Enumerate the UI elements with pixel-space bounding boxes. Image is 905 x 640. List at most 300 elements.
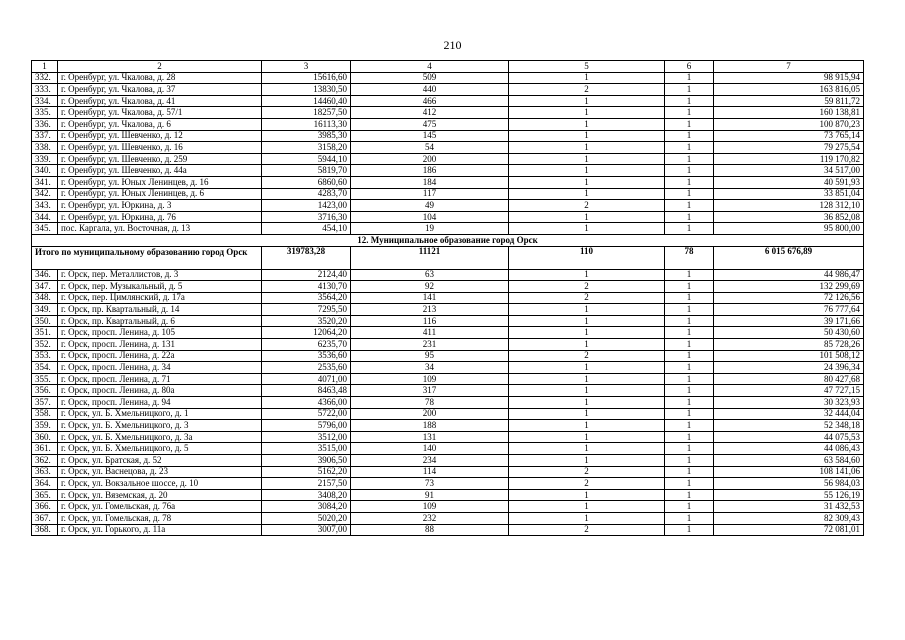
amount-cell: 44 086,43 (714, 443, 864, 455)
total-row (32, 246, 864, 269)
address-cell: г. Орск, ул. Гомельская, д. 76а (58, 501, 262, 513)
col4-cell: 213 (351, 304, 509, 316)
col4-cell: 200 (351, 153, 509, 165)
area-cell: 13830,50 (262, 84, 351, 96)
col5-cell: 1 (509, 385, 665, 397)
col5-cell: 1 (509, 431, 665, 443)
col4-cell: 63 (351, 269, 509, 281)
table-row (32, 350, 864, 362)
table-row (32, 84, 864, 96)
area-cell: 4130,70 (262, 281, 351, 293)
table-row (32, 466, 864, 478)
table-row (32, 165, 864, 177)
table-row (32, 281, 864, 293)
address-cell: г. Оренбург, ул. Чкалова, д. 57/1 (58, 107, 262, 119)
amount-cell: 39 171,66 (714, 315, 864, 327)
col6-cell: 1 (665, 130, 714, 142)
area-cell: 5796,00 (262, 420, 351, 432)
amount-cell: 56 984,03 (714, 478, 864, 490)
amount-cell: 108 141,06 (714, 466, 864, 478)
col4-cell: 104 (351, 211, 509, 223)
col5-cell: 1 (509, 501, 665, 513)
total-col4: 11121 (351, 246, 509, 269)
col6-cell: 1 (665, 84, 714, 96)
column-header: 5 (509, 61, 665, 73)
col5-cell: 1 (509, 339, 665, 351)
area-cell: 5162,20 (262, 466, 351, 478)
col6-cell: 1 (665, 501, 714, 513)
area-cell: 1423,00 (262, 200, 351, 212)
area-cell: 3564,20 (262, 292, 351, 304)
row-number: 357. (32, 397, 58, 409)
col5-cell: 1 (509, 130, 665, 142)
table-row (32, 408, 864, 420)
row-number: 363. (32, 466, 58, 478)
table-row (32, 315, 864, 327)
col5-cell: 1 (509, 153, 665, 165)
col5-cell: 1 (509, 223, 665, 235)
col6-cell: 1 (665, 107, 714, 119)
area-cell: 3512,00 (262, 431, 351, 443)
col6-cell: 1 (665, 420, 714, 432)
amount-cell: 52 348,18 (714, 420, 864, 432)
amount-cell: 100 870,23 (714, 118, 864, 130)
col4-cell: 117 (351, 188, 509, 200)
col4-cell: 509 (351, 72, 509, 84)
address-cell: г. Орск, ул. Братская, д. 52 (58, 455, 262, 467)
area-cell: 4366,00 (262, 397, 351, 409)
col4-cell: 114 (351, 466, 509, 478)
col5-cell: 1 (509, 420, 665, 432)
table-row (32, 269, 864, 281)
amount-cell: 95 800,00 (714, 223, 864, 235)
amount-cell: 163 816,05 (714, 84, 864, 96)
column-header: 6 (665, 61, 714, 73)
area-cell: 5722,00 (262, 408, 351, 420)
col4-cell: 186 (351, 165, 509, 177)
table-row (32, 292, 864, 304)
col4-cell: 109 (351, 501, 509, 513)
amount-cell: 50 430,60 (714, 327, 864, 339)
area-cell: 5819,70 (262, 165, 351, 177)
table-row (32, 420, 864, 432)
amount-cell: 44 075,53 (714, 431, 864, 443)
address-cell: г. Орск, ул. Б. Хмельницкого, д. 3 (58, 420, 262, 432)
area-cell: 3515,00 (262, 443, 351, 455)
area-cell: 14460,40 (262, 95, 351, 107)
table-row (32, 304, 864, 316)
col4-cell: 34 (351, 362, 509, 374)
total-col6: 78 (665, 246, 714, 269)
col6-cell: 1 (665, 200, 714, 212)
amount-cell: 76 777,64 (714, 304, 864, 316)
row-number: 362. (32, 455, 58, 467)
address-cell: г. Оренбург, ул. Юркина, д. 3 (58, 200, 262, 212)
table-row (32, 489, 864, 501)
col4-cell: 466 (351, 95, 509, 107)
row-number: 334. (32, 95, 58, 107)
col6-cell: 1 (665, 339, 714, 351)
row-number: 359. (32, 420, 58, 432)
col5-cell: 2 (509, 350, 665, 362)
col6-cell: 1 (665, 489, 714, 501)
amount-cell: 59 811,72 (714, 95, 864, 107)
col5-cell: 2 (509, 292, 665, 304)
section-block (32, 234, 864, 269)
col5-cell: 2 (509, 84, 665, 96)
row-number: 344. (32, 211, 58, 223)
col5-cell: 1 (509, 362, 665, 374)
amount-cell: 72 126,56 (714, 292, 864, 304)
col4-cell: 19 (351, 223, 509, 235)
row-number: 339. (32, 153, 58, 165)
col4-cell: 78 (351, 397, 509, 409)
column-header: 2 (58, 61, 262, 73)
area-cell: 2157,50 (262, 478, 351, 490)
col6-cell: 1 (665, 385, 714, 397)
address-cell: г. Орск, ул. Б. Хмельницкого, д. 3а (58, 431, 262, 443)
address-cell: г. Оренбург, ул. Чкалова, д. 28 (58, 72, 262, 84)
row-number: 342. (32, 188, 58, 200)
address-cell: г. Оренбург, ул. Чкалова, д. 37 (58, 84, 262, 96)
area-cell: 6235,70 (262, 339, 351, 351)
col6-cell: 1 (665, 72, 714, 84)
amount-cell: 73 765,14 (714, 130, 864, 142)
section-title: 12. Муниципальное образование город Орск (32, 234, 864, 246)
area-cell: 16113,30 (262, 118, 351, 130)
col4-cell: 140 (351, 443, 509, 455)
row-number: 333. (32, 84, 58, 96)
address-cell: г. Орск, ул. Вокзальное шоссе, д. 10 (58, 478, 262, 490)
row-number: 348. (32, 292, 58, 304)
address-cell: г. Оренбург, ул. Шевченко, д. 44а (58, 165, 262, 177)
amount-cell: 80 427,68 (714, 373, 864, 385)
amount-cell: 31 432,53 (714, 501, 864, 513)
row-number: 353. (32, 350, 58, 362)
col6-cell: 1 (665, 431, 714, 443)
col6-cell: 1 (665, 350, 714, 362)
col4-cell: 232 (351, 512, 509, 524)
column-header: 7 (714, 61, 864, 73)
table-row (32, 443, 864, 455)
area-cell: 4283,70 (262, 188, 351, 200)
table-row (32, 72, 864, 84)
col5-cell: 1 (509, 455, 665, 467)
area-cell: 3716,30 (262, 211, 351, 223)
col5-cell: 2 (509, 524, 665, 536)
col5-cell: 2 (509, 478, 665, 490)
amount-cell: 24 396,34 (714, 362, 864, 374)
address-cell: г. Орск, пр. Квартальный, д. 14 (58, 304, 262, 316)
total-label: Итого по муниципальному образованию город Орск (32, 246, 262, 269)
total-amount: 6 015 676,89 (714, 246, 864, 269)
amount-cell: 79 275,54 (714, 142, 864, 154)
amount-cell: 63 584,60 (714, 455, 864, 467)
table-row (32, 455, 864, 467)
col4-cell: 317 (351, 385, 509, 397)
row-number: 364. (32, 478, 58, 490)
col4-cell: 200 (351, 408, 509, 420)
amount-cell: 85 728,26 (714, 339, 864, 351)
amount-cell: 132 299,69 (714, 281, 864, 293)
address-cell: г. Орск, пер. Металлистов, д. 3 (58, 269, 262, 281)
table-row (32, 211, 864, 223)
row-number: 337. (32, 130, 58, 142)
section-header-row (32, 234, 864, 246)
row-number: 351. (32, 327, 58, 339)
col4-cell: 440 (351, 84, 509, 96)
col4-cell: 109 (351, 373, 509, 385)
amount-cell: 40 591,93 (714, 176, 864, 188)
area-cell: 4071,00 (262, 373, 351, 385)
row-number: 335. (32, 107, 58, 119)
row-number: 345. (32, 223, 58, 235)
address-cell: г. Орск, просп. Ленина, д. 105 (58, 327, 262, 339)
col5-cell: 1 (509, 512, 665, 524)
address-cell: г. Орск, просп. Ленина, д. 94 (58, 397, 262, 409)
col5-cell: 1 (509, 373, 665, 385)
row-number: 358. (32, 408, 58, 420)
row-number: 356. (32, 385, 58, 397)
address-cell: г. Орск, ул. Б. Хмельницкого, д. 1 (58, 408, 262, 420)
area-cell: 3084,20 (262, 501, 351, 513)
table-row (32, 373, 864, 385)
address-cell: г. Оренбург, ул. Юных Ленинцев, д. 16 (58, 176, 262, 188)
table-row (32, 200, 864, 212)
col6-cell: 1 (665, 211, 714, 223)
col4-cell: 188 (351, 420, 509, 432)
address-cell: г. Орск, ул. Б. Хмельницкого, д. 5 (58, 443, 262, 455)
col4-cell: 145 (351, 130, 509, 142)
row-number: 332. (32, 72, 58, 84)
area-cell: 12064,20 (262, 327, 351, 339)
amount-cell: 119 170,82 (714, 153, 864, 165)
col5-cell: 2 (509, 200, 665, 212)
area-cell: 3408,20 (262, 489, 351, 501)
col5-cell: 1 (509, 397, 665, 409)
address-cell: пос. Каргала, ул. Восточная, д. 13 (58, 223, 262, 235)
col4-cell: 231 (351, 339, 509, 351)
address-cell: г. Оренбург, ул. Шевченко, д. 12 (58, 130, 262, 142)
table-row (32, 327, 864, 339)
table-row (32, 478, 864, 490)
row-number: 350. (32, 315, 58, 327)
row-number: 368. (32, 524, 58, 536)
total-area: 319783,28 (262, 246, 351, 269)
table-row (32, 501, 864, 513)
total-col5: 110 (509, 246, 665, 269)
area-cell: 5020,20 (262, 512, 351, 524)
row-number: 366. (32, 501, 58, 513)
page-number: 210 (443, 38, 462, 52)
amount-cell: 128 312,10 (714, 200, 864, 212)
col6-cell: 1 (665, 292, 714, 304)
address-cell: г. Оренбург, ул. Шевченко, д. 259 (58, 153, 262, 165)
amount-cell: 44 986,47 (714, 269, 864, 281)
row-number: 354. (32, 362, 58, 374)
table-row (32, 130, 864, 142)
address-cell: г. Оренбург, ул. Шевченко, д. 16 (58, 142, 262, 154)
row-number: 365. (32, 489, 58, 501)
col4-cell: 412 (351, 107, 509, 119)
area-cell: 18257,50 (262, 107, 351, 119)
col6-cell: 1 (665, 397, 714, 409)
address-cell: г. Орск, просп. Ленина, д. 71 (58, 373, 262, 385)
area-cell: 3158,20 (262, 142, 351, 154)
col6-cell: 1 (665, 327, 714, 339)
area-cell: 2535,60 (262, 362, 351, 374)
table-row (32, 188, 864, 200)
col6-cell: 1 (665, 315, 714, 327)
col6-cell: 1 (665, 281, 714, 293)
col5-cell: 1 (509, 95, 665, 107)
table-row (32, 339, 864, 351)
row-number: 340. (32, 165, 58, 177)
table-row (32, 524, 864, 536)
col4-cell: 91 (351, 489, 509, 501)
col6-cell: 1 (665, 223, 714, 235)
table-row (32, 512, 864, 524)
table-row (32, 385, 864, 397)
col6-cell: 1 (665, 304, 714, 316)
amount-cell: 47 727,15 (714, 385, 864, 397)
col5-cell: 1 (509, 315, 665, 327)
registry-table (31, 60, 864, 536)
col4-cell: 73 (351, 478, 509, 490)
row-number: 352. (32, 339, 58, 351)
address-cell: г. Орск, просп. Ленина, д. 80а (58, 385, 262, 397)
col6-cell: 1 (665, 118, 714, 130)
table-row (32, 362, 864, 374)
address-cell: г. Орск, ул. Вяземская, д. 20 (58, 489, 262, 501)
row-number: 355. (32, 373, 58, 385)
col6-cell: 1 (665, 478, 714, 490)
address-cell: г. Орск, просп. Ленина, д. 22а (58, 350, 262, 362)
registry-body-bottom (32, 269, 864, 536)
address-cell: г. Орск, просп. Ленина, д. 34 (58, 362, 262, 374)
col4-cell: 411 (351, 327, 509, 339)
address-cell: г. Орск, пр. Квартальный, д. 6 (58, 315, 262, 327)
col6-cell: 1 (665, 362, 714, 374)
column-header: 4 (351, 61, 509, 73)
col6-cell: 1 (665, 153, 714, 165)
amount-cell: 82 309,43 (714, 512, 864, 524)
row-number: 338. (32, 142, 58, 154)
row-number: 341. (32, 176, 58, 188)
amount-cell: 36 852,08 (714, 211, 864, 223)
column-header-row (32, 61, 864, 73)
table-row (32, 431, 864, 443)
col6-cell: 1 (665, 443, 714, 455)
address-cell: г. Оренбург, ул. Чкалова, д. 41 (58, 95, 262, 107)
row-number: 343. (32, 200, 58, 212)
amount-cell: 101 508,12 (714, 350, 864, 362)
col6-cell: 1 (665, 466, 714, 478)
col4-cell: 95 (351, 350, 509, 362)
col4-cell: 475 (351, 118, 509, 130)
col5-cell: 1 (509, 211, 665, 223)
address-cell: г. Оренбург, ул. Чкалова, д. 6 (58, 118, 262, 130)
column-header: 1 (32, 61, 58, 73)
area-cell: 3536,60 (262, 350, 351, 362)
col5-cell: 1 (509, 176, 665, 188)
amount-cell: 30 323,93 (714, 397, 864, 409)
col4-cell: 234 (351, 455, 509, 467)
col4-cell: 92 (351, 281, 509, 293)
area-cell: 3007,00 (262, 524, 351, 536)
row-number: 367. (32, 512, 58, 524)
table-row (32, 95, 864, 107)
col5-cell: 2 (509, 466, 665, 478)
area-cell: 5944,10 (262, 153, 351, 165)
area-cell: 454,10 (262, 223, 351, 235)
col4-cell: 49 (351, 200, 509, 212)
table-row (32, 118, 864, 130)
address-cell: г. Орск, ул. Васнецова, д. 23 (58, 466, 262, 478)
col6-cell: 1 (665, 512, 714, 524)
row-number: 346. (32, 269, 58, 281)
col4-cell: 116 (351, 315, 509, 327)
col5-cell: 1 (509, 489, 665, 501)
address-cell: г. Орск, ул. Гомельская, д. 78 (58, 512, 262, 524)
col5-cell: 1 (509, 118, 665, 130)
address-cell: г. Орск, пер. Цимлянский, д. 17а (58, 292, 262, 304)
address-cell: г. Орск, пер. Музыкальный, д. 5 (58, 281, 262, 293)
address-cell: г. Оренбург, ул. Юных Ленинцев, д. 6 (58, 188, 262, 200)
area-cell: 2124,40 (262, 269, 351, 281)
col6-cell: 1 (665, 188, 714, 200)
col6-cell: 1 (665, 524, 714, 536)
column-header: 3 (262, 61, 351, 73)
amount-cell: 33 851,04 (714, 188, 864, 200)
address-cell: г. Орск, ул. Горького, д. 11а (58, 524, 262, 536)
table-row (32, 223, 864, 235)
col6-cell: 1 (665, 176, 714, 188)
row-number: 349. (32, 304, 58, 316)
col5-cell: 1 (509, 165, 665, 177)
table-row (32, 397, 864, 409)
table-row (32, 153, 864, 165)
col5-cell: 1 (509, 443, 665, 455)
area-cell: 6860,60 (262, 176, 351, 188)
col5-cell: 1 (509, 142, 665, 154)
amount-cell: 98 915,94 (714, 72, 864, 84)
col5-cell: 1 (509, 327, 665, 339)
col5-cell: 1 (509, 72, 665, 84)
address-cell: г. Оренбург, ул. Юркина, д. 76 (58, 211, 262, 223)
col6-cell: 1 (665, 269, 714, 281)
area-cell: 3906,50 (262, 455, 351, 467)
col6-cell: 1 (665, 455, 714, 467)
col6-cell: 1 (665, 408, 714, 420)
amount-cell: 160 138,81 (714, 107, 864, 119)
registry-body-top (32, 61, 864, 235)
col6-cell: 1 (665, 142, 714, 154)
row-number: 361. (32, 443, 58, 455)
col5-cell: 2 (509, 281, 665, 293)
row-number: 336. (32, 118, 58, 130)
amount-cell: 34 517,00 (714, 165, 864, 177)
table-row (32, 142, 864, 154)
table-row (32, 107, 864, 119)
col4-cell: 141 (351, 292, 509, 304)
col5-cell: 1 (509, 408, 665, 420)
area-cell: 3985,30 (262, 130, 351, 142)
col5-cell: 1 (509, 188, 665, 200)
col4-cell: 88 (351, 524, 509, 536)
col4-cell: 131 (351, 431, 509, 443)
col5-cell: 1 (509, 107, 665, 119)
